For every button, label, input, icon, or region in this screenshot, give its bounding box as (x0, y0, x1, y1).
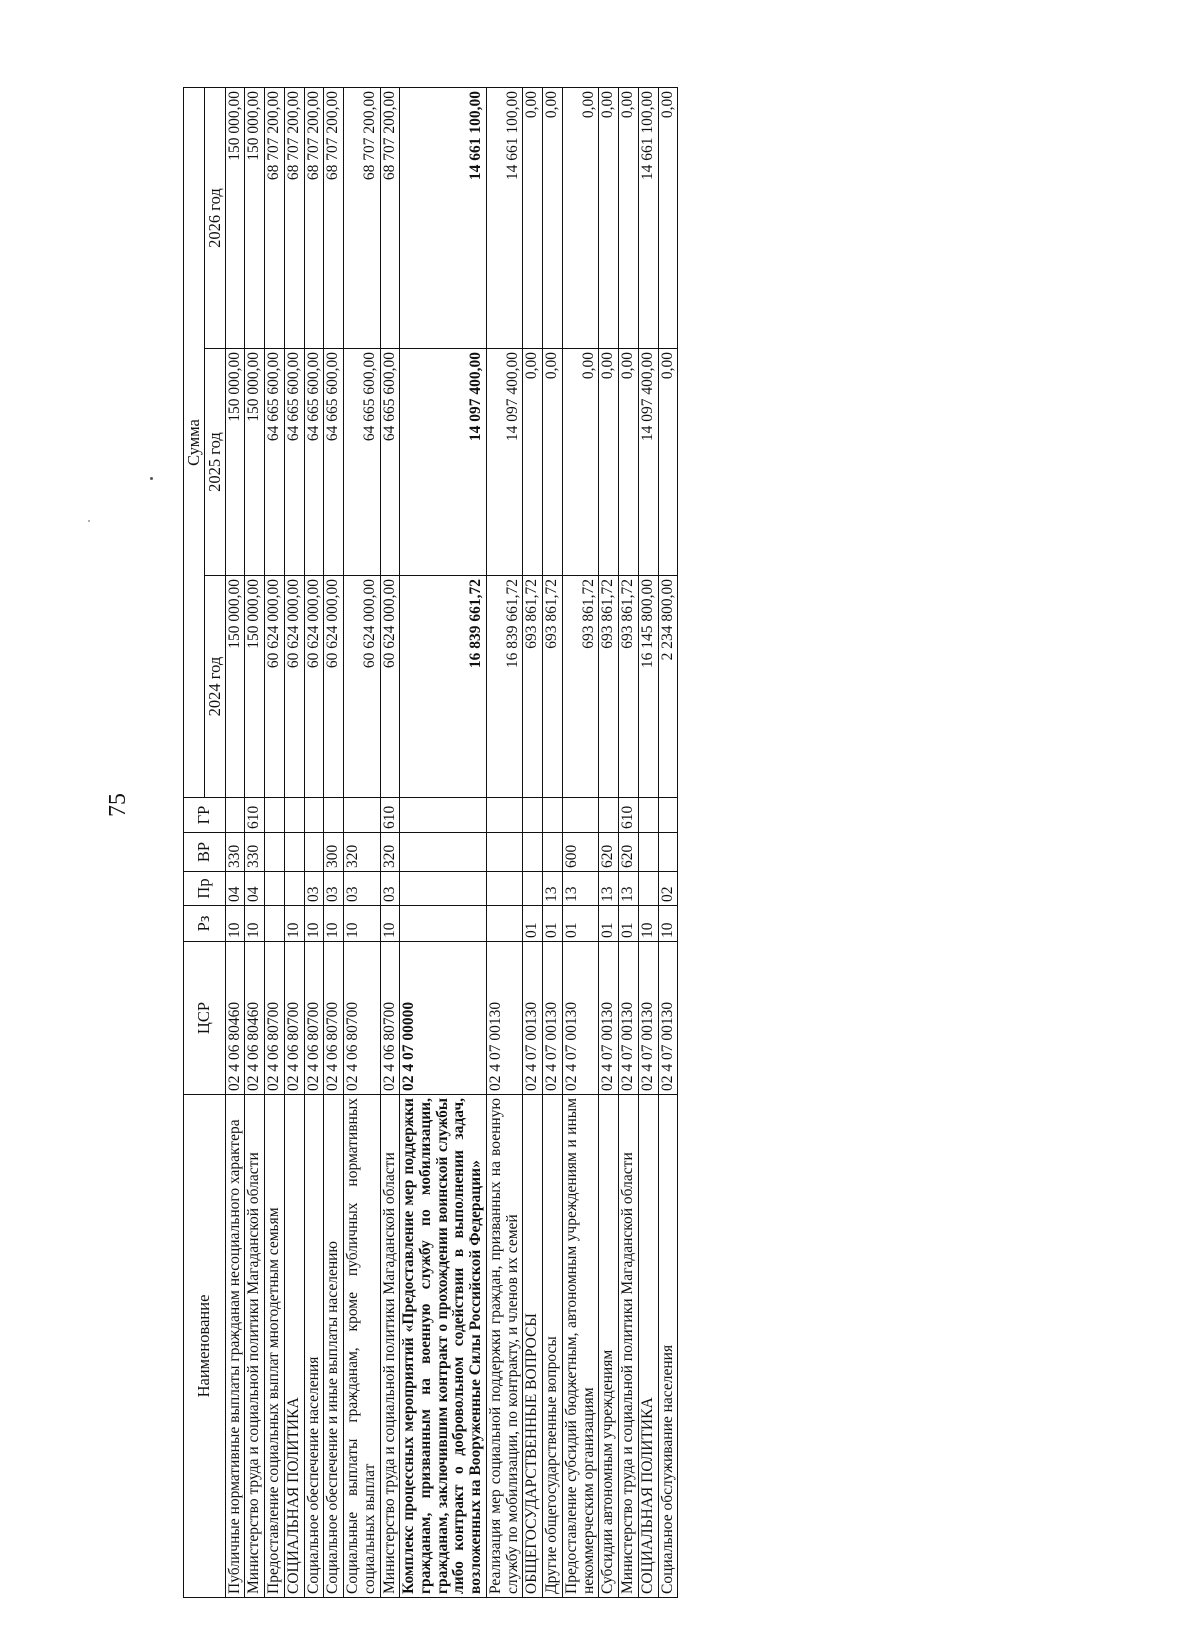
budget-table (183, 87, 678, 1598)
cell-rz: 10 (344, 906, 380, 942)
cell-sum-2026: 14 661 100,00 (486, 87, 522, 348)
cell-pr: 04 (245, 872, 265, 906)
cell-gr: 610 (619, 798, 639, 833)
cell-rz (486, 906, 522, 942)
cell-pr (486, 872, 522, 906)
cell-pr (400, 872, 487, 906)
cell-sum-2026: 150 000,00 (225, 87, 245, 348)
cell-sum-2026: 68 707 200,00 (265, 87, 285, 348)
cell-sum-2025: 0,00 (599, 349, 619, 576)
cell-csr: 02 4 07 00130 (562, 942, 598, 1095)
cell-csr: 02 4 06 80700 (324, 942, 344, 1095)
table-row (543, 87, 563, 1597)
cell-csr: 02 4 07 00130 (599, 942, 619, 1095)
table-row (245, 87, 265, 1597)
cell-vr: 330 (225, 833, 245, 872)
cell-vr: 620 (619, 833, 639, 872)
cell-rz: 10 (638, 906, 658, 942)
cell-gr: 610 (380, 798, 400, 833)
cell-sum-2026: 0,00 (658, 87, 678, 348)
cell-name: Предоставление социальных выплат многодетным семьям (265, 1095, 285, 1598)
cell-sum-2024: 16 839 661,72 (400, 576, 487, 798)
cell-vr: 620 (599, 833, 619, 872)
table-row (619, 87, 639, 1597)
header-gr: ГР (184, 798, 226, 833)
cell-sum-2025: 64 665 600,00 (324, 349, 344, 576)
cell-rz: 01 (543, 906, 563, 942)
cell-rz: 10 (324, 906, 344, 942)
cell-sum-2025: 64 665 600,00 (265, 349, 285, 576)
cell-csr: 02 4 07 00130 (486, 942, 522, 1095)
cell-name: Министерство труда и социальной политики Магаданской области (380, 1095, 400, 1598)
cell-vr (523, 833, 543, 872)
cell-gr (658, 798, 678, 833)
cell-sum-2026: 0,00 (523, 87, 543, 348)
cell-vr (543, 833, 563, 872)
cell-rz: 10 (304, 906, 324, 942)
table-row (344, 87, 380, 1597)
cell-csr: 02 4 06 80700 (265, 942, 285, 1095)
cell-csr: 02 4 06 80460 (245, 942, 265, 1095)
cell-vr (284, 833, 304, 872)
cell-pr (638, 872, 658, 906)
cell-name: Социальное обеспечение населения (304, 1095, 324, 1598)
cell-sum-2025: 14 097 400,00 (638, 349, 658, 576)
cell-vr: 320 (380, 833, 400, 872)
table-body (225, 87, 678, 1597)
cell-name: Предоставление субсидий бюджетным, автономным учреждениям и иным некоммерческим организациям (562, 1095, 598, 1598)
cell-sum-2024: 693 861,72 (562, 576, 598, 798)
cell-sum-2026: 68 707 200,00 (284, 87, 304, 348)
cell-name: СОЦИАЛЬНАЯ ПОЛИТИКА (638, 1095, 658, 1598)
cell-pr: 03 (324, 872, 344, 906)
header-pr: Пр (184, 872, 226, 906)
cell-sum-2025: 150 000,00 (245, 349, 265, 576)
cell-sum-2025: 150 000,00 (225, 349, 245, 576)
cell-gr (543, 798, 563, 833)
table-row (638, 87, 658, 1597)
cell-pr (523, 872, 543, 906)
cell-sum-2026: 68 707 200,00 (304, 87, 324, 348)
cell-name: Реализация мер социальной поддержки граждан, призванных на военную службу по мобилизации, по контракту, и членов их семей (486, 1095, 522, 1598)
cell-gr (344, 798, 380, 833)
cell-sum-2026: 0,00 (543, 87, 563, 348)
cell-sum-2024: 16 839 661,72 (486, 576, 522, 798)
table-row (486, 87, 522, 1597)
header-year-2024: 2024 год (204, 576, 225, 798)
cell-csr: 02 4 06 80460 (225, 942, 245, 1095)
cell-sum-2024: 150 000,00 (225, 576, 245, 798)
scan-speck (150, 477, 153, 480)
cell-name: СОЦИАЛЬНАЯ ПОЛИТИКА (284, 1095, 304, 1598)
cell-sum-2025: 64 665 600,00 (380, 349, 400, 576)
cell-rz (265, 906, 285, 942)
cell-vr: 330 (245, 833, 265, 872)
cell-sum-2025: 0,00 (562, 349, 598, 576)
cell-sum-2024: 60 624 000,00 (265, 576, 285, 798)
cell-sum-2024: 2 234 800,00 (658, 576, 678, 798)
header-csr: ЦСР (184, 942, 226, 1095)
cell-sum-2026: 0,00 (619, 87, 639, 348)
cell-rz: 10 (245, 906, 265, 942)
cell-sum-2024: 693 861,72 (543, 576, 563, 798)
cell-csr: 02 4 07 00130 (619, 942, 639, 1095)
cell-sum-2025: 14 097 400,00 (486, 349, 522, 576)
cell-gr (265, 798, 285, 833)
cell-name: Публичные нормативные выплаты гражданам несоциального характера (225, 1095, 245, 1598)
cell-gr (486, 798, 522, 833)
cell-vr (638, 833, 658, 872)
cell-sum-2025: 64 665 600,00 (304, 349, 324, 576)
table-header (184, 87, 226, 1597)
cell-vr: 300 (324, 833, 344, 872)
cell-gr (400, 798, 487, 833)
cell-sum-2025: 0,00 (619, 349, 639, 576)
cell-csr: 02 4 07 00130 (638, 942, 658, 1095)
cell-gr (599, 798, 619, 833)
cell-gr (225, 798, 245, 833)
cell-name: Другие общегосударственные вопросы (543, 1095, 563, 1598)
cell-sum-2024: 693 861,72 (599, 576, 619, 798)
cell-rz: 01 (562, 906, 598, 942)
table-row (380, 87, 400, 1597)
cell-gr (324, 798, 344, 833)
cell-csr: 02 4 07 00130 (543, 942, 563, 1095)
cell-sum-2026: 68 707 200,00 (380, 87, 400, 348)
cell-vr (486, 833, 522, 872)
cell-name: Министерство труда и социальной политики Магаданской области (619, 1095, 639, 1598)
table-row (658, 87, 678, 1597)
cell-name: Социальное обеспечение и иные выплаты населению (324, 1095, 344, 1598)
cell-csr: 02 4 06 80700 (344, 942, 380, 1095)
cell-sum-2024: 60 624 000,00 (344, 576, 380, 798)
cell-rz: 01 (599, 906, 619, 942)
cell-sum-2026: 68 707 200,00 (344, 87, 380, 348)
cell-pr: 13 (619, 872, 639, 906)
cell-csr: 02 4 07 00130 (658, 942, 678, 1095)
cell-rz: 01 (619, 906, 639, 942)
cell-name: ОБЩЕГОСУДАРСТВЕННЫЕ ВОПРОСЫ (523, 1095, 543, 1598)
header-name: Наименование (184, 1095, 226, 1598)
table-row (225, 87, 245, 1597)
cell-pr: 13 (543, 872, 563, 906)
cell-csr: 02 4 06 80700 (304, 942, 324, 1095)
table-row (265, 87, 285, 1597)
cell-rz: 01 (523, 906, 543, 942)
cell-pr: 03 (344, 872, 380, 906)
table-row (523, 87, 543, 1597)
cell-gr: 610 (245, 798, 265, 833)
cell-csr: 02 4 07 00130 (523, 942, 543, 1095)
cell-name: Социальные выплаты гражданам, кроме публичных нормативных социальных выплат (344, 1095, 380, 1598)
header-vr: ВР (184, 833, 226, 872)
table-row (400, 87, 487, 1597)
cell-name: Социальное обслуживание населения (658, 1095, 678, 1598)
cell-pr: 04 (225, 872, 245, 906)
cell-vr: 600 (562, 833, 598, 872)
cell-csr: 02 4 06 80700 (284, 942, 304, 1095)
cell-pr: 13 (562, 872, 598, 906)
cell-rz: 10 (284, 906, 304, 942)
header-year-2025: 2025 год (204, 349, 225, 576)
cell-sum-2024: 60 624 000,00 (380, 576, 400, 798)
page-number: 75 (105, 793, 131, 817)
cell-sum-2024: 693 861,72 (523, 576, 543, 798)
cell-gr (523, 798, 543, 833)
cell-vr (265, 833, 285, 872)
cell-name: Субсидии автономным учреждениям (599, 1095, 619, 1598)
header-year-2026: 2026 год (204, 87, 225, 348)
cell-sum-2026: 14 661 100,00 (400, 87, 487, 348)
cell-rz: 10 (658, 906, 678, 942)
cell-sum-2024: 60 624 000,00 (324, 576, 344, 798)
budget-table-container (183, 88, 1069, 1598)
cell-pr: 03 (380, 872, 400, 906)
cell-sum-2024: 150 000,00 (245, 576, 265, 798)
cell-sum-2026: 68 707 200,00 (324, 87, 344, 348)
cell-sum-2025: 0,00 (658, 349, 678, 576)
cell-gr (304, 798, 324, 833)
cell-sum-2025: 14 097 400,00 (400, 349, 487, 576)
cell-vr (400, 833, 487, 872)
table-row (304, 87, 324, 1597)
table-row (562, 87, 598, 1597)
cell-gr (638, 798, 658, 833)
cell-sum-2025: 0,00 (523, 349, 543, 576)
table-row (324, 87, 344, 1597)
cell-pr (284, 872, 304, 906)
table-row (599, 87, 619, 1597)
cell-sum-2026: 150 000,00 (245, 87, 265, 348)
cell-pr: 02 (658, 872, 678, 906)
cell-name: Министерство труда и социальной политики Магаданской области (245, 1095, 265, 1598)
cell-pr: 03 (304, 872, 324, 906)
cell-vr: 320 (344, 833, 380, 872)
cell-sum-2024: 60 624 000,00 (284, 576, 304, 798)
cell-vr (658, 833, 678, 872)
cell-sum-2025: 64 665 600,00 (284, 349, 304, 576)
header-sum: Сумма (184, 87, 205, 797)
cell-rz: 10 (225, 906, 245, 942)
cell-sum-2025: 0,00 (543, 349, 563, 576)
cell-sum-2025: 64 665 600,00 (344, 349, 380, 576)
cell-pr (265, 872, 285, 906)
table-row (284, 87, 304, 1597)
cell-csr: 02 4 06 80700 (380, 942, 400, 1095)
cell-sum-2024: 60 624 000,00 (304, 576, 324, 798)
cell-gr (284, 798, 304, 833)
cell-sum-2026: 14 661 100,00 (638, 87, 658, 348)
cell-pr: 13 (599, 872, 619, 906)
scan-speck (88, 520, 90, 522)
cell-gr (562, 798, 598, 833)
cell-sum-2026: 0,00 (599, 87, 619, 348)
cell-sum-2026: 0,00 (562, 87, 598, 348)
cell-sum-2024: 16 145 800,00 (638, 576, 658, 798)
cell-vr (304, 833, 324, 872)
header-rz: Рз (184, 906, 226, 942)
cell-csr: 02 4 07 00000 (400, 942, 487, 1095)
cell-rz (400, 906, 487, 942)
cell-name: Комплекс процессных мероприятий «Предоставление мер поддержки гражданам, призванным на военную службу по мобилизации, гражданам, заключившим контракт о прохождении воинской службы либо контракт о добровольном содействии в выполнении задач, возложенных на Вооруженные Силы Российской Федерации» (400, 1095, 487, 1598)
cell-sum-2024: 693 861,72 (619, 576, 639, 798)
cell-rz: 10 (380, 906, 400, 942)
